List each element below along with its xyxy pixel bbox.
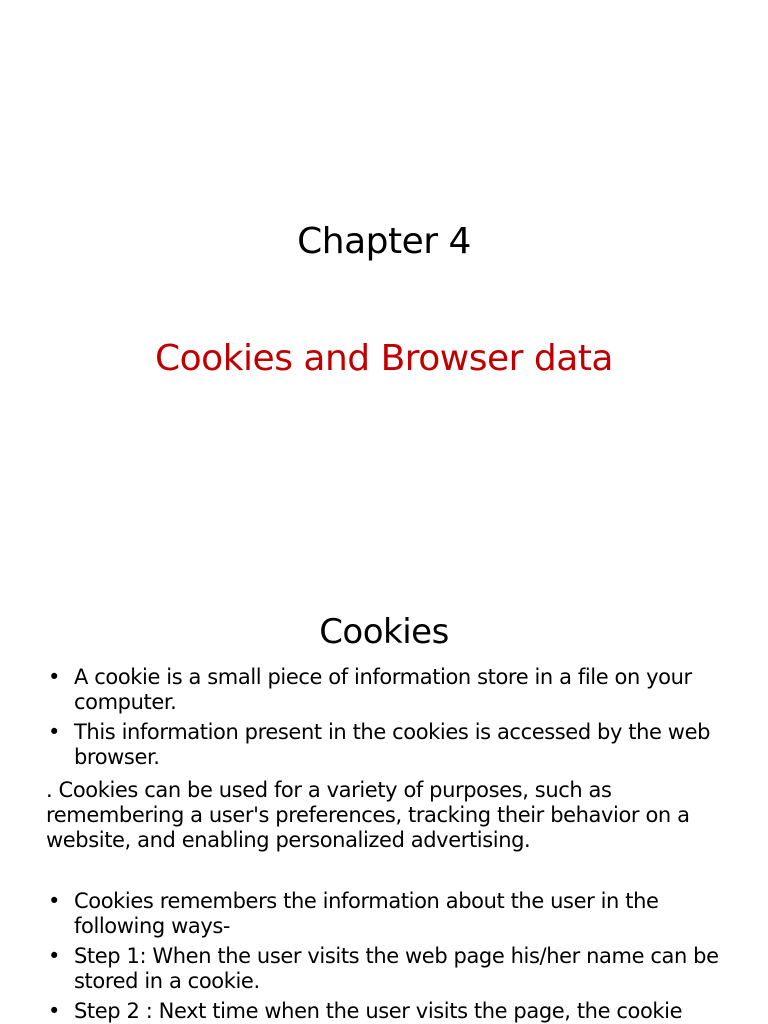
bullet-icon: • <box>48 720 60 744</box>
bullet-text: This information present in the cookies is accessed by the web browser. <box>74 720 711 769</box>
list-item <box>46 889 736 939</box>
list-item <box>46 720 736 770</box>
section-heading: Cookies <box>319 612 449 652</box>
bullet-text: Step 2 : Next time when the user visits the page, the cookie <box>74 999 683 1023</box>
bullet-icon: • <box>48 889 60 913</box>
bullet-text: A cookie is a small piece of information store in a file on your computer. <box>74 665 692 714</box>
bullet-text: Cookies remembers the information about the user in the following ways- <box>74 889 659 938</box>
list-item <box>46 999 736 1024</box>
bullet-list-intro <box>46 665 736 775</box>
list-item <box>46 665 736 715</box>
cookies-slide <box>0 576 768 1024</box>
bullet-icon: • <box>48 944 60 968</box>
bullet-list-steps <box>46 889 736 1024</box>
chapter-subtitle: Cookies and Browser data <box>155 338 613 379</box>
cookie-uses-paragraph: . Cookies can be used for a variety of purposes, such as remembering a user's preferences, tracking their behavior on a website, and enabling personalized advertising. <box>46 778 690 852</box>
list-item <box>46 944 736 994</box>
bullet-text: Step 1: When the user visits the web page his/her name can be stored in a cookie. <box>74 944 719 993</box>
chapter-title: Chapter 4 <box>297 221 471 262</box>
bullet-icon: • <box>48 999 60 1023</box>
bullet-icon: • <box>48 665 60 689</box>
